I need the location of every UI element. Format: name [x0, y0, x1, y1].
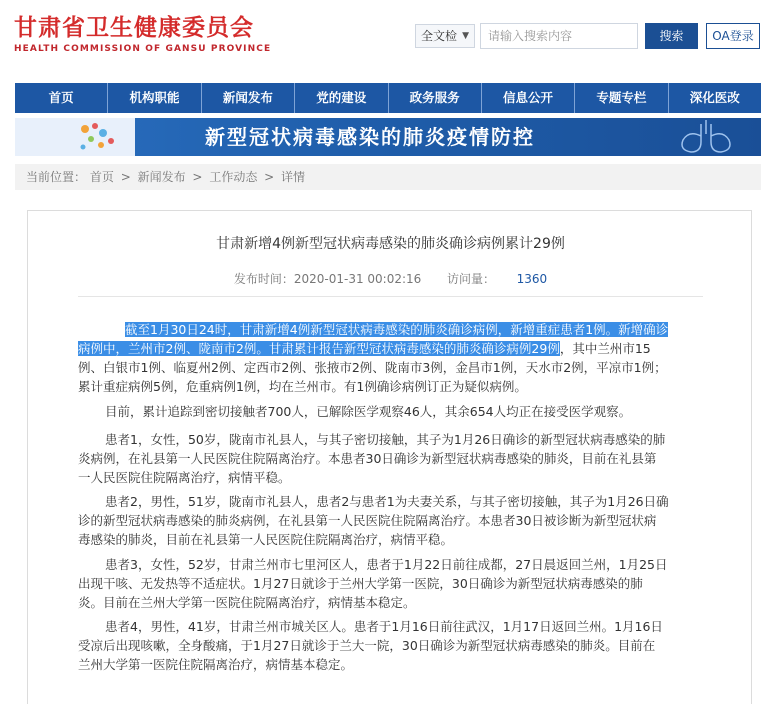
selected-text: 截至1月30日24时，甘肃新增4例新型冠状病毒感染的肺炎确诊病例，新增重症患者1例。新增确诊 — [125, 322, 669, 337]
epidemic-banner[interactable] — [15, 118, 761, 156]
paragraph-text: 炎。目前在兰州大学第一医院住院隔离治疗，病情基本稳定。 — [78, 595, 416, 610]
publish-time: 2020-01-31 00:02:16 — [293, 272, 422, 286]
article-panel — [27, 210, 752, 704]
breadcrumb-separator: > — [264, 170, 275, 184]
virus-dots-icon — [75, 121, 135, 155]
article-paragraph — [78, 492, 753, 549]
paragraph-text: 诊的新型冠状病毒感染的肺炎病例，在礼县第一人民医院住院隔离治疗。本患者30日被诊断为新型冠状病 — [78, 513, 657, 528]
paragraph-text: 例、白银市1例、临夏州2例、定西市2例、张掖市2例、陇南市3例，金昌市1例，天水市2例，平凉市1例； — [78, 360, 667, 375]
lung-icon — [671, 120, 741, 154]
selected-text: 病例中，兰州市2例、陇南市2例。甘肃累计报告新型冠状病毒感染的肺炎确诊病例29例 — [78, 341, 560, 356]
site-header — [0, 0, 781, 70]
nav-item-functions[interactable]: 机构职能 — [108, 83, 201, 113]
search-scope-select[interactable] — [415, 24, 475, 48]
paragraph-text: 患者3，女性，52岁，甘肃兰州市七里河区人，患者于1月22日前往成都，27日晨返回兰州，1月25日 — [105, 557, 668, 572]
nav-item-party[interactable]: 党的建设 — [295, 83, 388, 113]
chevron-down-icon: ▼ — [462, 31, 469, 41]
nav-item-home[interactable]: 首页 — [15, 83, 108, 113]
article-paragraph — [78, 430, 753, 487]
article-paragraph — [78, 617, 753, 674]
nav-item-news[interactable]: 新闻发布 — [202, 83, 295, 113]
paragraph-text: 出现干咳、无发热等不适症状。1月27日就诊于兰州大学第一医院，30日确诊为新型冠状病毒感染的肺 — [78, 576, 643, 591]
breadcrumb-prefix: 当前位置： — [26, 170, 87, 184]
paragraph-text: 患者2，男性，51岁，陇南市礼县人，患者2与患者1为夫妻关系，与其子密切接触，其子为1月26日确 — [105, 494, 669, 509]
paragraph-text: 受凉后出现咳嗽，全身酸痛，于1月27日就诊于兰大一院，30日确诊为新型冠状病毒感染的肺炎。目前在 — [78, 638, 656, 653]
nav-item-topics[interactable]: 专题专栏 — [575, 83, 668, 113]
article-title: 甘肃新增4例新型冠状病毒感染的肺炎确诊病例累计29例 — [216, 236, 565, 252]
paragraph-text: 累计重症病例5例，危重病例1例，均在兰州市。有1例确诊病例订正为疑似病例。 — [78, 379, 527, 394]
article-paragraph — [78, 402, 753, 421]
breadcrumb — [15, 164, 761, 190]
breadcrumb-separator: > — [120, 170, 131, 184]
search-button[interactable]: 搜索 — [645, 23, 698, 49]
paragraph-text: 患者4，男性，41岁，甘肃兰州市城关区人。患者于1月16日前往武汉，1月17日返回兰州。1月16日 — [105, 619, 663, 634]
visits-label: 访问量： — [446, 272, 495, 286]
breadcrumb-item-home[interactable]: 首页 — [89, 170, 114, 184]
nav-item-reform[interactable]: 深化医改 — [689, 90, 740, 105]
meta-divider — [78, 296, 703, 297]
breadcrumb-item-work[interactable]: 工作动态 — [209, 170, 258, 184]
breadcrumb-item-detail: 详情 — [281, 170, 306, 184]
nav-item-disclosure[interactable]: 信息公开 — [482, 83, 575, 113]
main-nav — [15, 83, 761, 113]
breadcrumb-separator: > — [192, 170, 203, 184]
paragraph-text: ，其中兰州市15 — [559, 341, 651, 356]
paragraph-text: 炎病例，在礼县第一人民医院住院隔离治疗。本患者30日确诊为新型冠状病毒感染的肺炎，目前在礼县第 — [78, 451, 657, 466]
paragraph-text: 毒感染的肺炎，目前在礼县第一人民医院住院隔离治疗，病情平稳。 — [78, 532, 454, 547]
search-input[interactable]: 请输入搜索内容 — [480, 23, 638, 49]
paragraph-text: 目前，累计追踪到密切接触者700人，已解除医学观察46人，其余654人均正在接受医学观察。 — [105, 404, 632, 419]
site-logo-title[interactable]: 甘肃省卫生健康委员会 — [14, 15, 254, 41]
publish-label: 发布时间： — [233, 272, 294, 286]
article-paragraph — [78, 320, 753, 396]
site-logo-subtitle: HEALTH COMMISSION OF GANSU PROVINCE — [14, 44, 272, 54]
paragraph-text: 患者1，女性，50岁，陇南市礼县人，与其子密切接触，其子为1月26日确诊的新型冠状病毒感染的肺 — [105, 432, 666, 447]
article-meta — [28, 270, 753, 287]
visits-count: 1360 — [516, 272, 548, 286]
paragraph-text: 一人民医院住院隔离治疗，病情平稳。 — [78, 470, 291, 485]
banner-title: 新型冠状病毒感染的肺炎疫情防控 — [205, 125, 535, 149]
breadcrumb-item-news[interactable]: 新闻发布 — [137, 170, 186, 184]
article-paragraph — [78, 555, 753, 612]
paragraph-text: 兰州大学第一医院住院隔离治疗，病情基本稳定。 — [78, 657, 354, 672]
search-scope-value: 全文检 — [421, 29, 458, 43]
nav-item-services[interactable]: 政务服务 — [389, 83, 482, 113]
oa-login-button[interactable]: OA登录 — [706, 23, 760, 49]
